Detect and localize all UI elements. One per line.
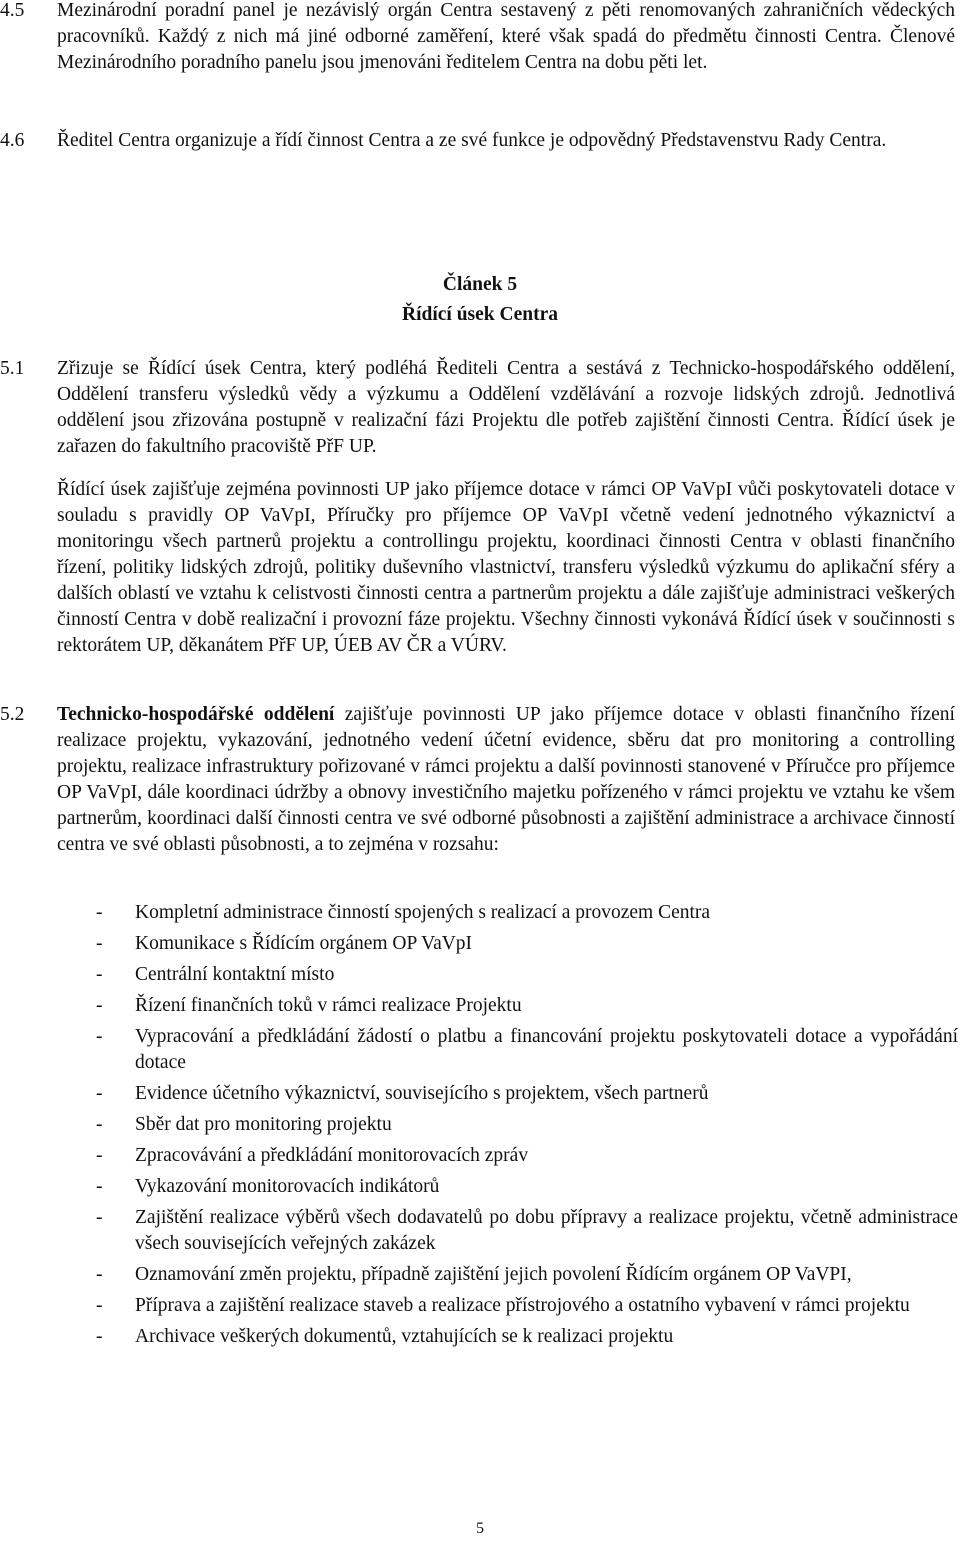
- list-item: - Komunikace s Řídícím orgánem OP VaVpI: [96, 931, 958, 957]
- list-dash: -: [96, 1026, 103, 1047]
- list-dash: -: [96, 1264, 103, 1285]
- list-item: - Evidence účetního výkaznictví, souvisejícího s projektem, všech partnerů: [96, 1081, 958, 1107]
- department-name: Technicko-hospodářské oddělení: [57, 704, 335, 725]
- paragraph-5-1: Zřizuje se Řídící úsek Centra, který podléhá Řediteli Centra a sestává z Technicko-hospodářského oddělení, Oddělení transferu výsledků vědy a výzkumu a Oddělení vzdělávání a rozvoje lidských zdrojů. Jednotlivá oddělení jsou zřizována postupně v realizační fázi Projektu dle potřeb zajištění činnosti Centra. Řídící úsek je zařazen do fakultního pracoviště PřF UP.: [57, 358, 955, 457]
- section-number: 4.5: [0, 0, 25, 21]
- list-item: - Centrální kontaktní místo: [96, 962, 958, 988]
- article-subtitle: Řídící úsek Centra: [402, 304, 558, 325]
- section-number: 5.2: [0, 704, 25, 725]
- list-dash: -: [96, 964, 103, 985]
- list-item: - Sběr dat pro monitoring projektu: [96, 1112, 958, 1138]
- list-dash: -: [96, 1207, 103, 1228]
- list-dash: -: [96, 1145, 103, 1166]
- list-dash: -: [96, 995, 103, 1016]
- paragraph-5-2-text: zajišťuje povinnosti UP jako příjemce dotace v oblasti finančního řízení realizace projektu, vykazování, jednotného vedení účetní evidence, sběru dat pro monitoring a controlling projektu, realizace infrastruktury pořizované v rámci projektu a další povinnosti stanovené v Příručce pro příjemce OP VaVpI, dále koordinaci údržby a obnovy investičního majetku pořízeného v rámci projektu ve vztahu ke všem partnerům, koordinaci další činnosti centra ve své odborné působnosti a zajištění administrace a archivace činností centra ve své oblasti působnosti, a to zejména v rozsahu:: [57, 704, 955, 855]
- list-item: - Oznamování změn projektu, případně zajištění jejich povolení Řídícím orgánem OP VaVPI,: [96, 1262, 958, 1288]
- list-item: - Zajištění realizace výběrů všech dodavatelů po dobu přípravy a realizace projektu, včetně administrace všech souvisejících veřejných zakázek: [96, 1207, 958, 1254]
- list-dash: -: [96, 1326, 103, 1347]
- page-number: 5: [476, 1520, 484, 1537]
- paragraph-4-5: Mezinárodní poradní panel je nezávislý orgán Centra sestavený z pěti renomovaných zahraničních vědeckých pracovníků. Každý z nich má jiné odborné zaměření, které však spadá do předmětu činnosti Centra. Členové Mezinárodního poradního panelu jsou jmenováni ředitelem Centra na dobu pěti let.: [57, 0, 955, 73]
- list-dash: -: [96, 933, 103, 954]
- article-title: Článek 5: [442, 274, 518, 295]
- list-item: - Vykazování monitorovacích indikátorů: [96, 1174, 958, 1200]
- list-item: - Kompletní administrace činností spojených s realizací a provozem Centra: [96, 900, 958, 926]
- list-item: - Archivace veškerých dokumentů, vztahujících se k realizaci projektu: [96, 1324, 958, 1350]
- section-number: 5.1: [0, 358, 25, 379]
- list-item: - Zpracovávání a předkládání monitorovacích zpráv: [96, 1143, 958, 1169]
- list-dash: -: [96, 902, 103, 923]
- paragraph-5-2: [57, 702, 955, 858]
- section-number: 4.6: [0, 130, 25, 151]
- responsibility-list: [96, 900, 958, 1355]
- list-dash: -: [96, 1176, 103, 1197]
- list-item: - Příprava a zajištění realizace staveb a realizace přístrojového a ostatního vybavení v rámci projektu: [96, 1293, 958, 1319]
- list-item: - Vypracování a předkládání žádostí o platbu a financování projektu poskytovateli dotace a vypořádání dotace: [96, 1026, 958, 1073]
- list-dash: -: [96, 1295, 103, 1316]
- paragraph-5-1-continued: Řídící úsek zajišťuje zejména povinnosti UP jako příjemce dotace v rámci OP VaVpI vůči poskytovateli dotace v souladu s pravidly OP VaVpI, Příručky pro příjemce OP VaVpI včetně vedení jednotného výkaznictví a monitoringu všech partnerů projektu a controllingu projektu, koordinaci činnosti Centra v oblasti finančního řízení, politiky lidských zdrojů, politiky duševního vlastnictví, transferu výsledků výzkumu do aplikační sféry a dalších oblastí ve vztahu k celistvosti činnosti centra a partnerům projektu a dále zajišťuje administraci veškerých činností Centra v době realizační i provozní fáze projektu. Všechny činnosti vykonává Řídící úsek v součinnosti s rektorátem UP, děkanátem PřF UP, ÚEB AV ČR a VÚRV.: [57, 479, 955, 656]
- list-dash: -: [96, 1114, 103, 1135]
- list-dash: -: [96, 1083, 103, 1104]
- list-item: - Řízení finančních toků v rámci realizace Projektu: [96, 993, 958, 1019]
- paragraph-4-6: Ředitel Centra organizuje a řídí činnost Centra a ze své funkce je odpovědný Představenstvu Rady Centra.: [57, 130, 887, 151]
